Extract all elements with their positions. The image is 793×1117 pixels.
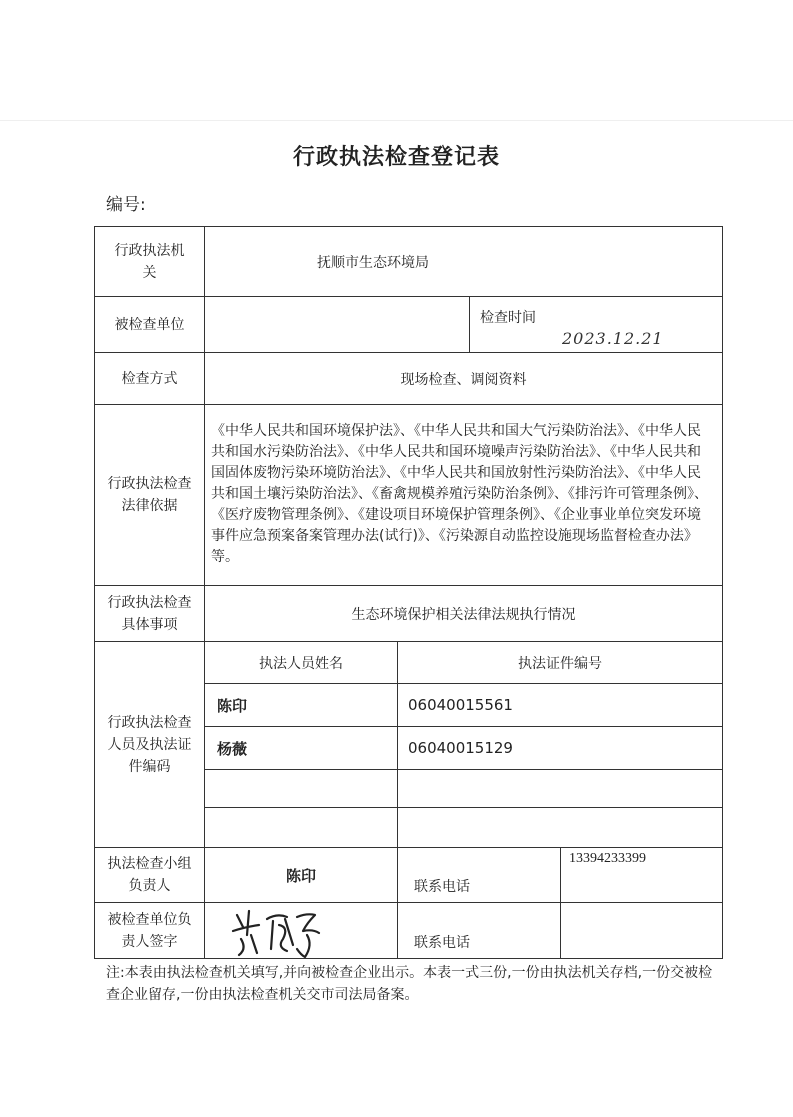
row-method [95, 353, 723, 405]
method-label: 检查方式 [95, 353, 205, 405]
personnel-name-header: 执法人员姓名 [205, 642, 398, 684]
legal-basis-label: 行政执法检查法律依据 [95, 405, 205, 586]
inspection-time-label: 检查时间 [480, 310, 536, 326]
registration-table [94, 226, 723, 959]
form-title: 行政执法检查登记表 [292, 145, 500, 170]
personnel-header-row [95, 642, 723, 684]
leader-name: 陈印 [205, 848, 398, 903]
items-value: 生态环境保护相关法律法规执行情况 [205, 586, 723, 642]
inspected-unit-label: 被检查单位 [95, 297, 205, 353]
row-unit-time [95, 297, 723, 353]
personnel-name [205, 808, 398, 848]
page-fold-line [0, 120, 793, 121]
personnel-name: 陈印 [205, 684, 398, 727]
items-label: 行政执法检查具体事项 [95, 586, 205, 642]
leader-phone-label-cell [398, 848, 561, 903]
row-signature [95, 903, 723, 959]
leader-label: 执法检查小组负责人 [95, 848, 205, 903]
personnel-cert: 06040015561 [398, 684, 723, 727]
signature-label: 被检查单位负责人签字 [95, 903, 205, 959]
row-agency [95, 227, 723, 297]
personnel-cert [398, 770, 723, 808]
method-value: 现场检查、调阅资料 [205, 353, 723, 405]
signature-phone-value [561, 903, 723, 959]
signature-phone-label: 联系电话 [414, 935, 470, 951]
inspection-date-handwritten: 2023.12.21 [562, 329, 664, 348]
personnel-cert: 06040015129 [398, 727, 723, 770]
agency-value: 抚顺市生态环境局 [205, 227, 723, 297]
inspection-time-cell [470, 297, 723, 353]
handwritten-signature [227, 905, 337, 959]
form-number-label: 编号: [106, 195, 146, 215]
personnel-cert-header: 执法证件编号 [398, 642, 723, 684]
signature-phone-label-cell [398, 903, 561, 959]
personnel-name [205, 770, 398, 808]
row-leader [95, 848, 723, 903]
leader-phone-value: 13394233399 [561, 848, 723, 903]
personnel-name: 杨薇 [205, 727, 398, 770]
personnel-cert [398, 808, 723, 848]
footnote: 注:本表由执法检查机关填写,并向被检查企业出示。本表一式三份,一份由执法机关存档,一份交被检查企业留存,一份由执法检查机关交市司法局备案。 [106, 965, 713, 1003]
legal-basis-value: 《中华人民共和国环境保护法》、《中华人民共和国大气污染防治法》、《中华人民共和国水污染防治法》、《中华人民共和国环境噪声污染防治法》、《中华人民共和国固体废物污染环境防治法》、《中华人民共和国放射性污染防治法》、《中华人民共和国土壤污染防治法》、《畜禽规模养殖污染防治条例》、《排污许可管理条例》、《医疗废物管理条例》、《建设项目环境保护管理条例》、《企业事业单位突发环境事件应急预案备案管理办法(试行)》、《污染源自动监控设施现场监督检查办法》等。 [205, 405, 723, 586]
signature-cell [205, 903, 398, 959]
row-legal-basis [95, 405, 723, 586]
row-items [95, 586, 723, 642]
inspected-unit-value [205, 297, 470, 353]
personnel-label: 行政执法检查人员及执法证件编码 [95, 642, 205, 848]
agency-label: 行政执法机关 [95, 227, 205, 297]
leader-phone-label: 联系电话 [414, 879, 470, 895]
